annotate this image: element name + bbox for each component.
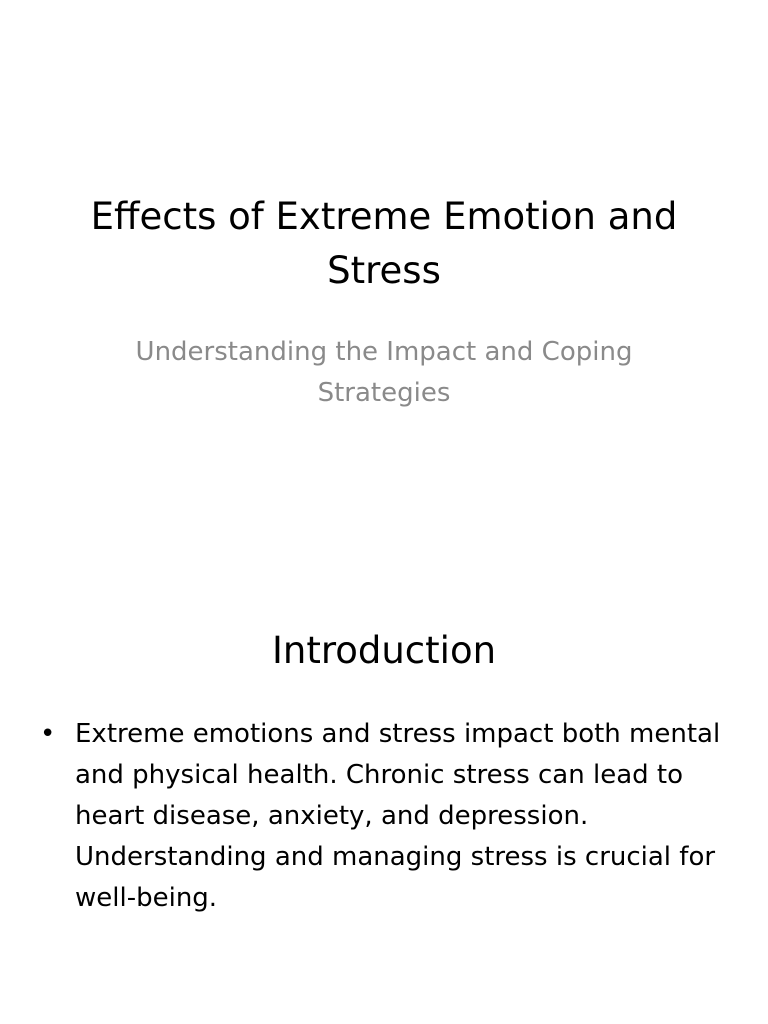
title-block [60, 190, 708, 298]
slide-title: Effects of Extreme Emotion and Stress [90, 195, 678, 292]
introduction-slide [0, 576, 768, 1024]
introduction-heading: Introduction [271, 629, 497, 672]
bullet-dot-icon: • [40, 719, 56, 749]
bullet-list [40, 714, 730, 919]
bullet-text: Extreme emotions and stress impact both mental and physical health. Chronic stress can lead to heart disease, anxiety, and depression. Understanding and managing stress is crucial for well-being. [75, 719, 721, 913]
slide-subtitle: Understanding the Impact and Coping Strategies [135, 337, 633, 408]
list-item [40, 714, 730, 919]
